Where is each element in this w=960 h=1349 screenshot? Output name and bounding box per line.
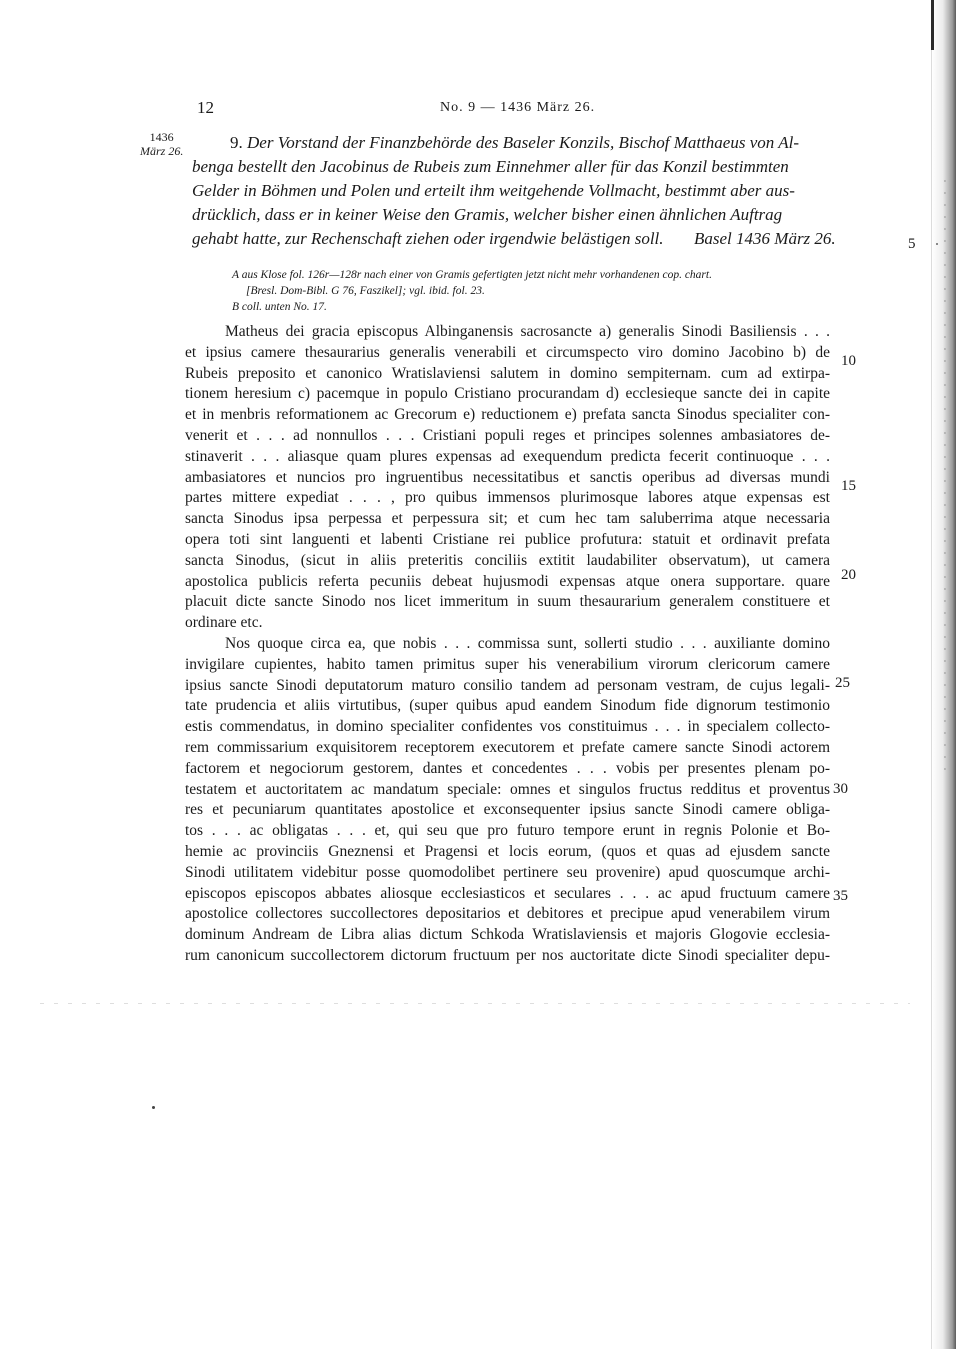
body-line: Rubeis preposito et canonico Wratislaviensi salutem in domino sempiternam. cum ad extirpa- xyxy=(185,364,830,382)
body-line: factorem et negociorum gestorem, dantes et concedentes . . . vobis per presentes plenam po- xyxy=(185,759,830,777)
body-line: ambasiatores et nuncios pro ingruentibus necessitatibus et sanctis operibus ad diversas mundi xyxy=(185,468,830,486)
body-line: Nos quoque circa ea, que nobis . . . commissa sunt, sollerti studio . . . auxiliante domino xyxy=(225,634,830,652)
body-line: ordinare etc. xyxy=(185,614,263,632)
body-line: Sinodi utilitatem videbitur posse quomodolibet pertinere seu provenire) apud quoscumque archi- xyxy=(185,863,830,881)
margin-date xyxy=(140,130,183,158)
body-line: dominum Andream de Libra alias dictum Schkoda Wratislaviensis et majoris Glogovie ecclesia- xyxy=(185,926,830,944)
scan-speck xyxy=(936,243,938,245)
line-number-5: 5 xyxy=(908,236,916,252)
regest-line: Gelder in Böhmen und Polen und erteilt ihm weitgehende Vollmacht, bestimmt aber aus- xyxy=(192,181,795,200)
scan-artifact-line xyxy=(40,1003,910,1004)
regest-line: benga bestellt den Jacobinus de Rubeis zum Einnehmer aller für das Konzil bestimmten xyxy=(192,157,789,176)
body-line: hemie ac provinciis Gneznensi et Pragensi et locis eorum, (quos et quas ad ejusdem sancte xyxy=(185,842,830,860)
body-line: tate prudencia et aliis virtutibus, (super quibus apud eandem Sinodum fide dignorum testimonio xyxy=(185,697,830,715)
line-number-35: 35 xyxy=(833,888,848,904)
body-line: rum canonicum succollectorem dictorum fructuum per nos auctoritate dicte Sinodi specialiter depu- xyxy=(185,946,830,964)
running-head: No. 9 — 1436 März 26. xyxy=(440,100,596,115)
margin-date-year: 1436 xyxy=(149,130,174,144)
document-number: 9. xyxy=(230,133,243,152)
body-line: partes mittere expediat . . . , pro quibus immensos plurimosque labores atque expensas est xyxy=(185,489,830,507)
body-line: episcopos episcopos abbates aliosque ecclesiasticos et seculares . . . ac apud fructuum camere xyxy=(185,884,830,902)
body-line: venerit et . . . ad nonnullos . . . Cristiani populi reges et principes solennes ambasiatores de- xyxy=(185,426,830,444)
regest-text: Der Vorstand der Finanzbehörde des Baseler Konzils, Bischof Matthaeus von Al- xyxy=(247,133,799,152)
regest-line xyxy=(192,227,852,251)
scan-edge-ticks xyxy=(944,180,946,780)
regest-line xyxy=(192,131,852,155)
apparatus-line: A aus Klose fol. 126r—128r nach einer von Gramis gefertigten jetzt nicht mehr vorhandenen cop. chart. xyxy=(232,269,712,281)
body-line: estis commendatus, in domino specialiter confidentes vos constituimus . . . in specialem collecto- xyxy=(185,718,830,736)
body-line: testatem et auctoritatem ac mandatum speciale: omnes et singulos fructus redditus et proventus xyxy=(185,780,830,798)
body-line: rem commissarium exquisitorem receptorem executorem et prefate camere sancte Sinodi actorem xyxy=(185,738,830,756)
body-line: invigilare cupientes, habito tamen primitus super his venerabilium virorum clericorum camere xyxy=(185,655,830,673)
page-number: 12 xyxy=(197,98,214,117)
regest-line: drücklich, dass er in keiner Weise den Gramis, welcher bisher einen ähnlichen Auftrag xyxy=(192,205,783,224)
scan-speck xyxy=(152,1106,155,1109)
line-number-15: 15 xyxy=(841,478,856,494)
body-line: opera toti sint languenti et labenti Cristiane rei publice profutura: statuit et ordinavit prefata xyxy=(185,530,830,548)
scan-top-mark xyxy=(931,0,934,50)
body-line: sancta Sinodus, (sicut in aliis preteritis conciliis extitit laudabiliter observatum), ut camera xyxy=(185,551,830,569)
body-line: sancta Sinodus ipsa perpessa et perpessura sit; et cum hec tam saluberrima atque necessaria xyxy=(185,510,830,528)
body-line: et ipsius camere thesaurarius generalis venerabili et circumspecto viro domino Jacobino b) de xyxy=(185,343,830,361)
body-line: tionem heresium c) pacemque in populo Cristiano procurandam d) ecclesieque sancte dei in capite xyxy=(185,385,830,403)
body-line: Matheus dei gracia episcopus Albinganensis sacrosancte a) generalis Sinodi Basiliensis . . . xyxy=(225,323,830,340)
line-number-25: 25 xyxy=(835,675,850,691)
body-line: ipsius sancte Sinodi deputatorum maturo consilio tandem ad personam vestram, de cujus legali- xyxy=(185,676,830,694)
apparatus-line: [Bresl. Dom-Bibl. G 76, Faszikel]; vgl. ibid. fol. 23. xyxy=(246,285,485,297)
line-number-20: 20 xyxy=(841,567,856,583)
body-line: res et pecuniarum quantitates apostolice et exconsequenter ipsius sancte Sinodi camere obliga- xyxy=(185,801,830,819)
body-line: placuit dicte sancte Sinodo nos licet immeritum in suum thesaurarium generalem constituere et xyxy=(185,593,830,611)
body-line: tos . . . ac obligatas . . . et, qui seu que pro futuro tempore erunt in regnis Polonie et Bo- xyxy=(185,822,830,840)
source-apparatus xyxy=(232,267,872,315)
latin-body-text xyxy=(185,322,830,967)
margin-date-month-day: März 26. xyxy=(140,144,184,158)
place-date: Basel 1436 März 26. xyxy=(694,229,836,248)
apparatus-line: B coll. unten No. 17. xyxy=(232,301,327,313)
regest-text: gehabt hatte, zur Rechenschaft ziehen oder irgendwie belästigen soll. xyxy=(192,229,664,248)
body-line: stinaverit . . . aliasque quam plures expensas ad exequendum predicta fecerit continuoque . . . xyxy=(185,447,830,465)
line-number-10: 10 xyxy=(841,353,856,369)
regest-summary xyxy=(192,131,852,251)
body-line: apostolica publicis referta pecuniis debeat hujusmodi expensas atque onera supportare. quare xyxy=(185,572,830,590)
line-number-30: 30 xyxy=(833,781,848,797)
body-line: et in menbris reformationem ac Grecorum e) reductionem e) prefata sancta Sinodus specialiter con- xyxy=(185,406,830,424)
body-line: apostolice collectores succollectores depositarios et debitores et precipue apud venerabilem virum xyxy=(185,905,830,923)
